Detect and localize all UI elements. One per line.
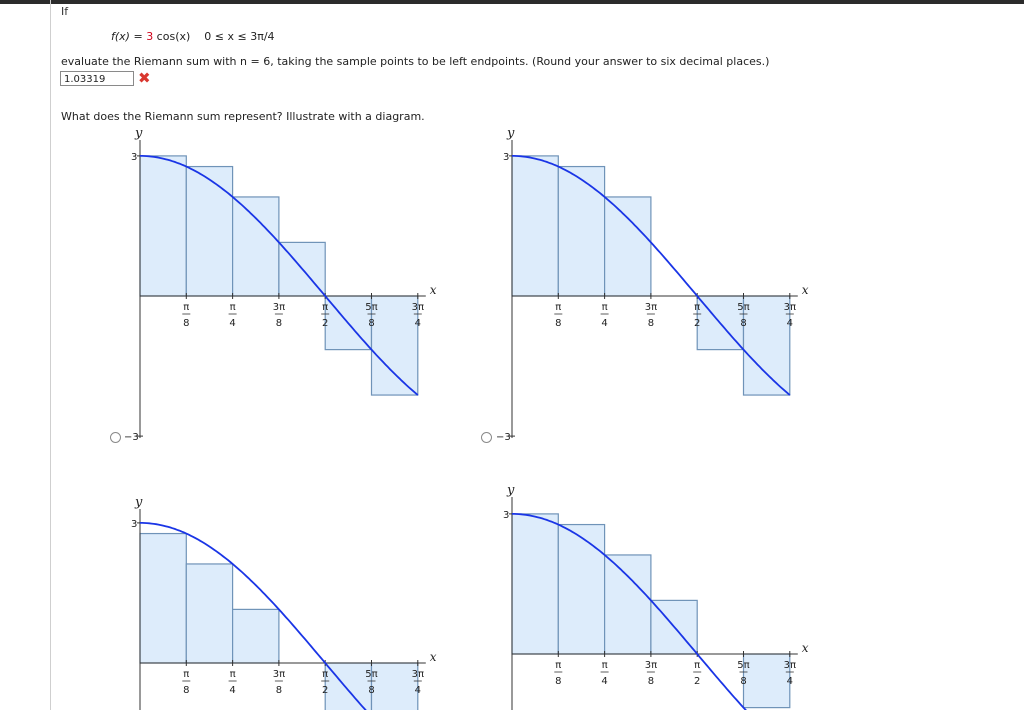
x-axis-label: x bbox=[429, 650, 437, 664]
x-tick-denominator: 4 bbox=[786, 318, 793, 329]
function-definition bbox=[111, 30, 275, 43]
x-tick-numerator: 5π bbox=[365, 669, 378, 680]
riemann-rect bbox=[512, 156, 558, 296]
y-axis-label: y bbox=[507, 485, 515, 498]
followup-question: What does the Riemann sum represent? Illustrate with a diagram. bbox=[61, 110, 425, 123]
y-tick-label-bottom: −3 bbox=[124, 432, 139, 444]
function-domain: 0 ≤ x ≤ 3π/4 bbox=[204, 30, 275, 43]
x-tick-denominator: 4 bbox=[414, 318, 421, 329]
x-mark-icon: ✖ bbox=[138, 69, 151, 87]
x-tick-numerator: 5π bbox=[737, 660, 750, 671]
riemann-rect bbox=[233, 197, 279, 296]
x-tick-denominator: 8 bbox=[740, 318, 747, 329]
y-tick-label-bottom: −3 bbox=[496, 432, 511, 444]
riemann-rect bbox=[233, 609, 279, 663]
x-tick-denominator: 8 bbox=[647, 676, 655, 687]
x-tick-numerator: π bbox=[601, 660, 608, 671]
graph-option-c bbox=[100, 492, 460, 710]
x-tick-denominator: 8 bbox=[275, 685, 283, 696]
riemann-rect bbox=[512, 514, 558, 654]
y-tick-label-top: 3 bbox=[131, 151, 138, 163]
x-tick-denominator: 4 bbox=[601, 676, 608, 687]
riemann-rect bbox=[605, 555, 651, 654]
x-tick-numerator: 5π bbox=[365, 302, 378, 313]
x-tick-denominator: 4 bbox=[601, 318, 608, 329]
y-axis-label: y bbox=[507, 128, 515, 141]
x-tick-numerator: π bbox=[555, 660, 562, 671]
x-tick-numerator: 3π bbox=[783, 660, 796, 671]
x-tick-numerator: π bbox=[322, 302, 329, 313]
left-border bbox=[50, 0, 51, 710]
x-tick-denominator: 8 bbox=[183, 318, 190, 329]
x-tick-numerator: 5π bbox=[737, 302, 750, 313]
x-tick-denominator: 8 bbox=[647, 318, 655, 329]
riemann-rect bbox=[140, 156, 186, 296]
x-axis-label: x bbox=[801, 641, 809, 655]
riemann-rect bbox=[558, 525, 604, 654]
x-tick-denominator: 8 bbox=[740, 676, 747, 687]
x-tick-denominator: 2 bbox=[322, 318, 329, 329]
intro-text: If bbox=[61, 5, 69, 18]
x-tick-numerator: π bbox=[229, 302, 236, 313]
riemann-rect bbox=[186, 167, 232, 296]
radio-option-a[interactable] bbox=[110, 432, 121, 443]
x-tick-denominator: 4 bbox=[229, 318, 236, 329]
x-tick-denominator: 2 bbox=[694, 676, 701, 687]
x-tick-numerator: π bbox=[322, 669, 329, 680]
x-tick-denominator: 2 bbox=[694, 318, 701, 329]
answer-input[interactable]: 1.03319 bbox=[60, 71, 134, 86]
x-tick-numerator: π bbox=[183, 302, 190, 313]
riemann-rect bbox=[605, 197, 651, 296]
riemann-rect bbox=[186, 564, 232, 663]
x-tick-denominator: 8 bbox=[275, 318, 283, 329]
x-tick-numerator: 3π bbox=[644, 302, 658, 313]
x-tick-denominator: 8 bbox=[183, 685, 190, 696]
x-tick-numerator: π bbox=[229, 669, 236, 680]
y-tick-label-top: 3 bbox=[503, 151, 510, 163]
graph-option-d bbox=[472, 485, 832, 710]
function-rhs: cos(x) bbox=[153, 30, 191, 43]
y-tick-label-top: 3 bbox=[503, 509, 510, 521]
radio-option-b[interactable] bbox=[481, 432, 492, 443]
x-tick-denominator: 8 bbox=[368, 318, 375, 329]
x-tick-numerator: 3π bbox=[783, 302, 796, 313]
graph-option-a bbox=[100, 128, 460, 448]
x-tick-denominator: 8 bbox=[555, 318, 562, 329]
x-tick-numerator: π bbox=[694, 660, 701, 671]
x-tick-numerator: 3π bbox=[411, 302, 424, 313]
x-tick-denominator: 4 bbox=[786, 676, 793, 687]
y-tick-label-top: 3 bbox=[131, 518, 138, 530]
x-tick-numerator: 3π bbox=[644, 660, 658, 671]
top-bar bbox=[0, 0, 1024, 4]
riemann-rect bbox=[140, 534, 186, 663]
riemann-rect bbox=[558, 167, 604, 296]
graph-option-b bbox=[472, 128, 832, 448]
x-tick-numerator: π bbox=[555, 302, 562, 313]
x-tick-denominator: 4 bbox=[414, 685, 421, 696]
function-coefficient: 3 bbox=[146, 30, 154, 43]
x-tick-numerator: π bbox=[183, 669, 190, 680]
x-tick-numerator: 3π bbox=[272, 669, 286, 680]
x-tick-denominator: 2 bbox=[322, 685, 329, 696]
y-axis-label: y bbox=[135, 495, 143, 510]
x-axis-label: x bbox=[429, 283, 437, 297]
x-tick-denominator: 8 bbox=[368, 685, 375, 696]
x-axis-label: x bbox=[801, 283, 809, 297]
x-tick-numerator: 3π bbox=[272, 302, 286, 313]
x-tick-numerator: π bbox=[694, 302, 701, 313]
function-lhs: f(x) = bbox=[111, 30, 147, 43]
x-tick-denominator: 8 bbox=[555, 676, 562, 687]
x-tick-numerator: 3π bbox=[411, 669, 424, 680]
y-axis-label: y bbox=[135, 128, 143, 141]
question-prompt: evaluate the Riemann sum with n = 6, taking the sample points to be left endpoints. (Round your answer to six decimal places.) bbox=[61, 55, 770, 68]
x-tick-numerator: π bbox=[601, 302, 608, 313]
x-tick-denominator: 4 bbox=[229, 685, 236, 696]
